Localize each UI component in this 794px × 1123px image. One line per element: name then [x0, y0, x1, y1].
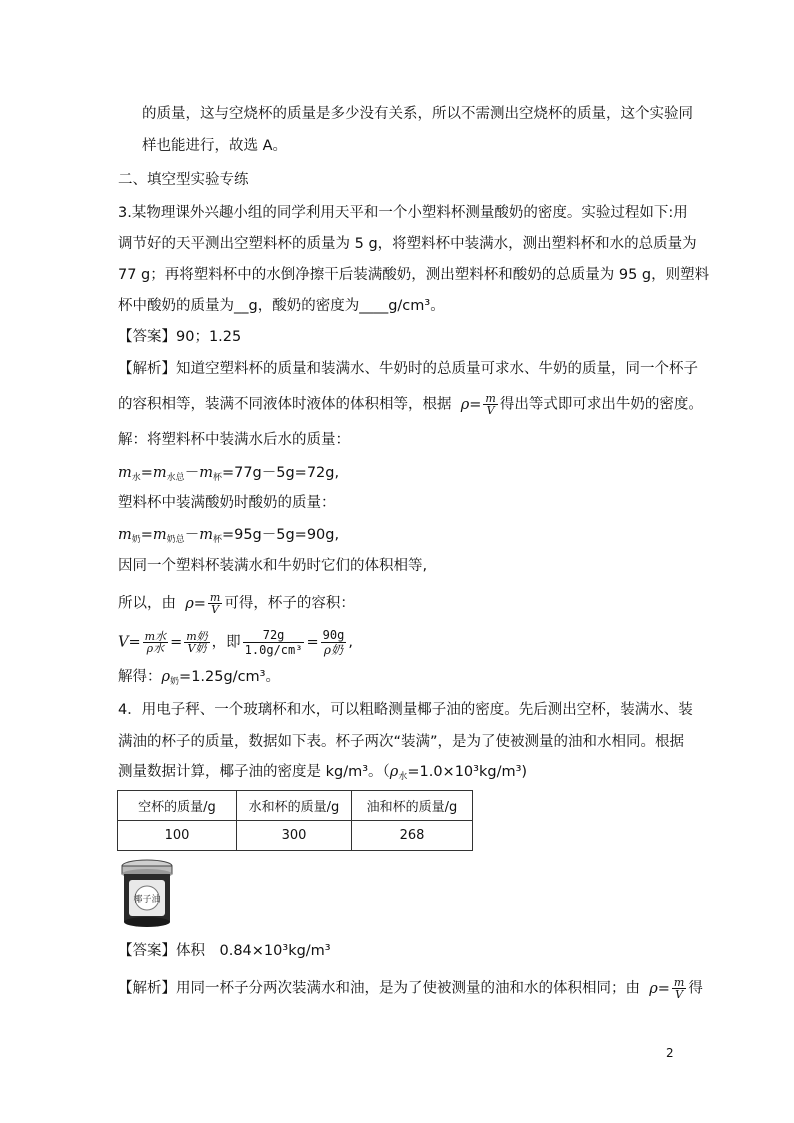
analysis-4-line: 【解析】用同一杯子分两次装满水和油，是为了使被测量的油和水的体积相同；由 ρ= $\frac{m}{V}$ 得 — [118, 976, 703, 1001]
data-table — [117, 790, 473, 851]
table-cell: 100 — [118, 821, 237, 851]
page-number: 2 — [666, 1046, 674, 1060]
solution-line: 解：将塑料杯中装满水后水的质量： — [118, 432, 350, 448]
answer-4: 【答案】体积 0.84×10³kg/m³ — [118, 943, 331, 959]
table-header-row — [118, 791, 473, 821]
question-3-line: 调节好的天平测出空塑料杯的质量为 5 g，将塑料杯中装满水，测出塑料杯和水的总质量为 — [118, 236, 697, 252]
question-3-line: 77 g；再将塑料杯中的水倒净擦干后装满酸奶，测出塑料杯和酸奶的总质量为 95 g，则塑料 — [118, 267, 710, 283]
solution-result: 解得：$\rho_奶=1.25g$/cm³。 — [118, 669, 280, 687]
question-3-line: 3.某物理课外兴趣小组的同学利用天平和一个小塑料杯测量酸奶的密度。实验过程如下:用 — [118, 205, 688, 221]
solution-line: 所以，由 ρ= $\frac{m}{V}$ 可得，杯子的容积： — [118, 591, 355, 616]
table-header-cell: 空杯的质量/g — [118, 791, 237, 821]
question-4-line: 满油的杯子的质量，数据如下表。杯子两次“装满”，是为了使被测量的油和水相同。根据 — [118, 734, 685, 750]
coconut-oil-jar-image — [119, 858, 175, 928]
text-line: 样也能进行，故选 A。 — [142, 138, 288, 154]
density-formula: ρ= $\frac{m}{V}$ — [460, 392, 496, 417]
equation-water-mass: $m_水=m_{水总}-m_杯=77g-5g=72g$, — [118, 465, 340, 483]
equation-volume: V= $\frac{\text{m水}}{\text{ρ水}}$ = $\frac{\text{m奶}}{\text{V奶}}$ ，即 $\frac{72g}{\text{1.0g/cm³}}$ = $\frac{90g}{\text{ρ奶}}$ , — [118, 628, 353, 657]
table-header-cell: 油和杯的质量/g — [352, 791, 473, 821]
table-cell: 300 — [237, 821, 352, 851]
solution-line: 塑料杯中装满酸奶时酸奶的质量： — [118, 495, 336, 511]
solution-line: 因同一个塑料杯装满水和牛奶时它们的体积相等, — [118, 558, 428, 574]
analysis-3-line: 【解析】知道空塑料杯的质量和装满水、牛奶时的总质量可求水、牛奶的质量，同一个杯子 — [118, 361, 698, 377]
question-4-line: 测量数据计算，椰子油的密度是 kg/m³。$(\rho_水=1.0\times 10^3kg/m^3)$ — [118, 764, 528, 782]
equation-milk-mass: $m_奶=m_{奶总}-m_杯=95g-5g=90g$, — [118, 527, 340, 545]
analysis-3-line: 的容积相等，装满不同液体时液体的体积相等，根据 ρ= $\frac{m}{V}$ 得出等式即可求出牛奶的密度。 — [118, 392, 703, 417]
table-header-cell: 水和杯的质量/g — [237, 791, 352, 821]
question-4-line: 4．用电子秤、一个玻璃杯和水，可以粗略测量椰子油的密度。先后测出空杯，装满水、装 — [118, 702, 693, 718]
text-line: 的质量，这与空烧杯的质量是多少没有关系，所以不需测出空烧杯的质量，这个实验同 — [142, 106, 693, 122]
answer-3: 【答案】90；1.25 — [118, 329, 242, 345]
jar-label: 椰子油 — [133, 895, 161, 905]
table-row — [118, 821, 473, 851]
question-3-line: 杯中酸奶的质量为__g，酸奶的密度为____g/cm³。 — [118, 298, 445, 314]
table-cell: 268 — [352, 821, 473, 851]
section-heading: 二、填空型实验专练 — [118, 172, 249, 188]
